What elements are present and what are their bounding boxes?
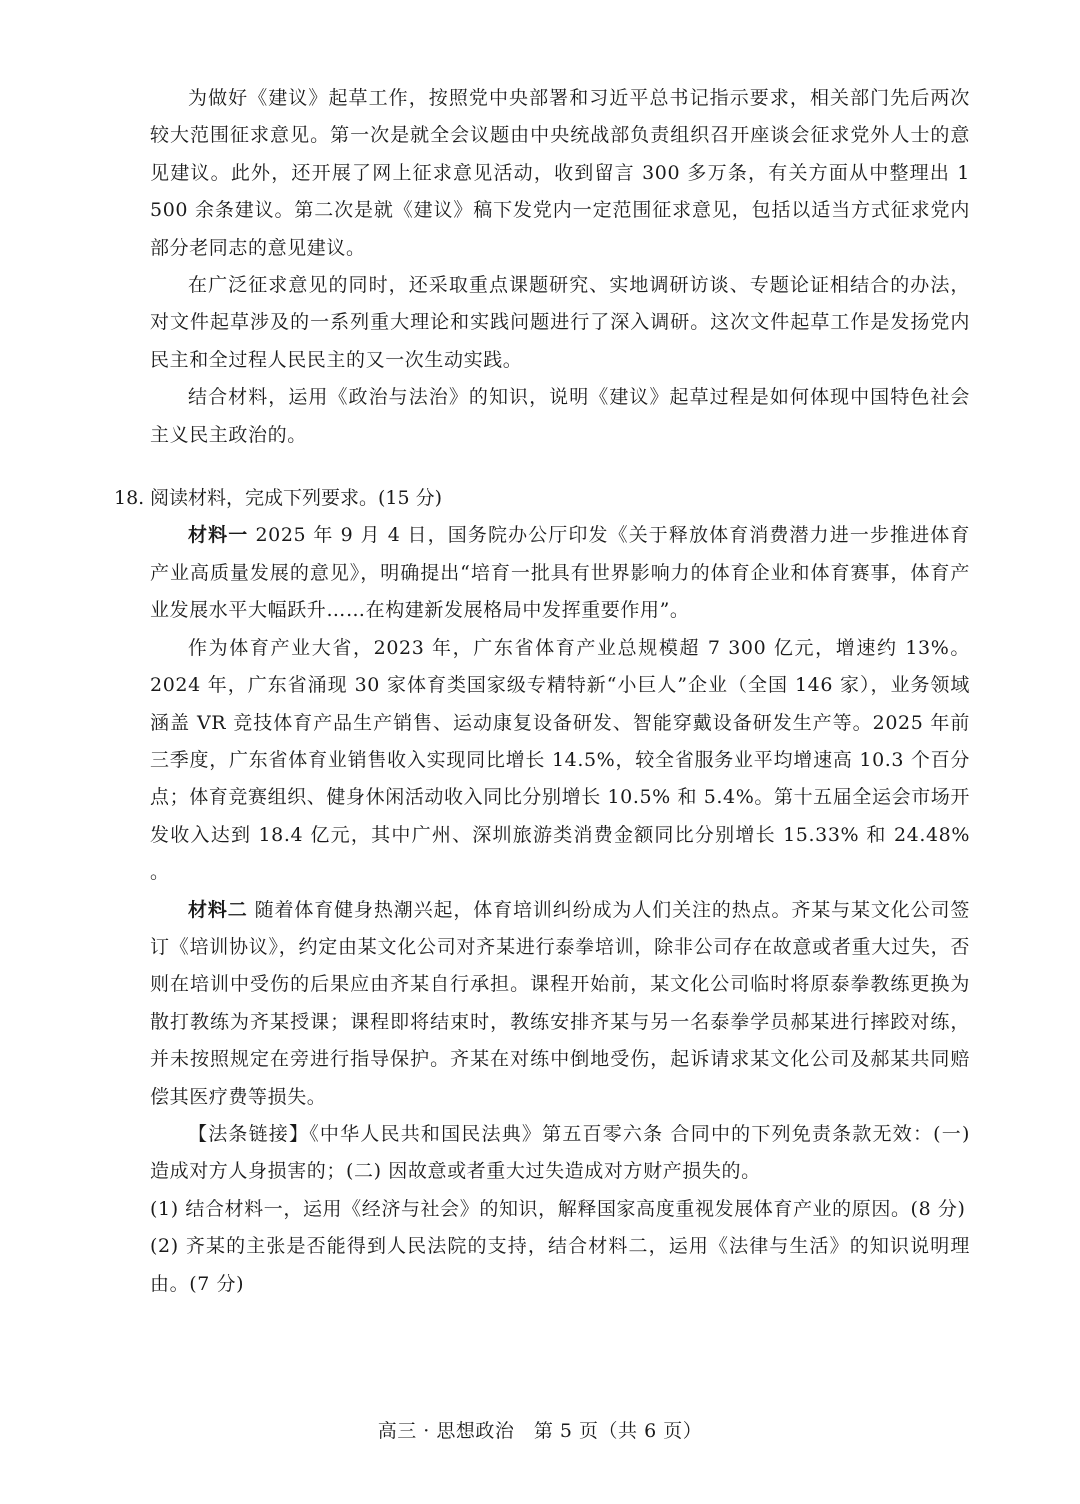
material-one-paragraph-1 (150, 517, 970, 629)
material-one-paragraph-2: 作为体育产业大省，2023 年，广东省体育产业总规模超 7 300 亿元，增速约 13%。2024 年，广东省涌现 30 家体育类国家级专精特新“小巨人”企业（全国 146 家），业务领域涵盖 VR 竞技体育产品生产销售、运动康复设备研发、智能穿戴设备研发生产等。2025 年前三季度，广东省体育业销售收入实现同比增长 14.5%，较全省服务业平均增速高 10.3 个百分点；体育竞赛组织、健身休闲活动收入同比分别增长 10.5% 和 5.4%。第十五届全运会市场开发收入达到 18.4 亿元，其中广州、深圳旅游类消费金额同比分别增长 15.33% 和 24.48% 。 (150, 636, 970, 884)
material-paragraph-2: 在广泛征求意见的同时，还采取重点课题研究、实地调研访谈、专题论证相结合的办法，对文件起草涉及的一系列重大理论和实践问题进行了深入调研。这次文件起草工作是发扬党内民主和全过程人民民主的又一次生动实践。 (150, 274, 970, 371)
page-content (114, 80, 970, 1303)
question-18-instruction: 阅读材料，完成下列要求。(15 分) (150, 487, 443, 510)
sub-question-2: (2) 齐某的主张是否能得到人民法院的支持，结合材料二，运用《法律与生活》的知识说明理由。(7 分) (150, 1235, 970, 1295)
material-two-paragraph (150, 892, 970, 1116)
material-two-label: 材料二 (188, 898, 248, 921)
material-two-text: 随着体育健身热潮兴起，体育培训纠纷成为人们关注的热点。齐某与某文化公司签订《培训协议》，约定由某文化公司对齐某进行泰拳培训，除非公司存在故意或者重大过失，否则在培训中受伤的后果应由齐某自行承担。课程开始前，某文化公司临时将原泰拳教练更换为散打教练为齐某授课；课程即将结束时，教练安排齐某与另一名泰拳学员郝某进行摔跤对练，并未按照规定在旁进行指导保护。齐某在对练中倒地受伤，起诉请求某文化公司及郝某共同赔偿其医疗费等损失。 (150, 898, 970, 1108)
material-paragraph-1: 为做好《建议》起草工作，按照党中央部署和习近平总书记指示要求，相关部门先后两次较大范围征求意见。第一次是就全会议题由中央统战部负责组织召开座谈会征求党外人士的意见建议。此外，还开展了网上征求意见活动，收到留言 300 多万条，有关方面从中整理出 1 500 余条建议。第二次是就《建议》稿下发党内一定范围征求意见，包括以适当方式征求党内部分老同志的意见建议。 (150, 87, 970, 259)
law-link: 【法条链接】《中华人民共和国民法典》第五百零六条 合同中的下列免责条款无效：(一) 造成对方人身损害的；(二) 因故意或者重大过失造成对方财产损失的。 (150, 1122, 970, 1183)
sub-question-1: (1) 结合材料一，运用《经济与社会》的知识，解释国家高度重视发展体育产业的原因。(8 分) (150, 1197, 966, 1220)
material-one-label: 材料一 (188, 524, 249, 547)
question-17-prompt: 结合材料，运用《政治与法治》的知识，说明《建议》起草过程是如何体现中国特色社会主义民主政治的。 (150, 386, 970, 446)
question-number: 18. (114, 487, 145, 510)
question-18-title (114, 480, 970, 517)
page-footer: 高三 · 思想政治 第 5 页（共 6 页） (377, 1420, 703, 1442)
material-one-text: 2025 年 9 月 4 日，国务院办公厅印发《关于释放体育消费潜力进一步推进体育产业高质量发展的意见》，明确提出“培育一批具有世界影响力的体育企业和体育赛事，体育产业发展水平大幅跃升……在构建新发展格局中发挥重要作用”。 (150, 524, 970, 622)
